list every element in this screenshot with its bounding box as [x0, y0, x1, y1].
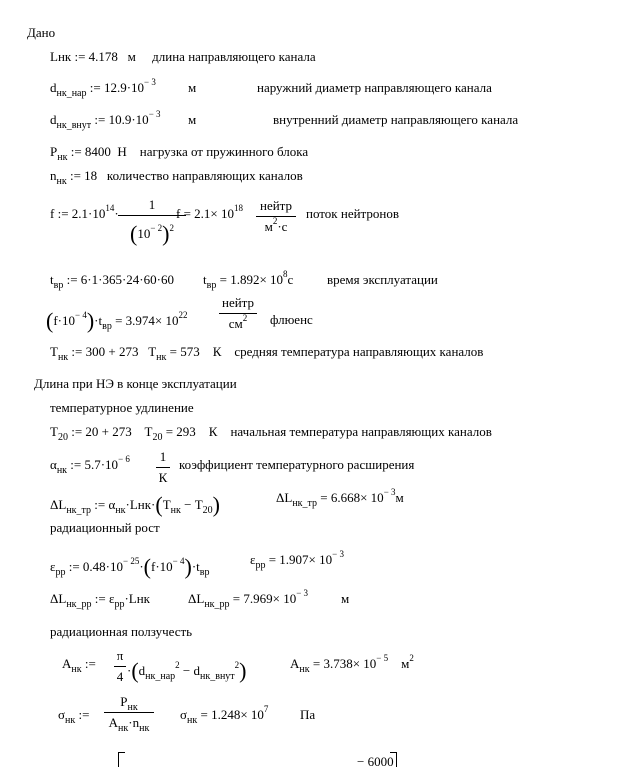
dl-pp-result: $\Delta L_{нк\_рр} = 7.969\times 10^{- 3}$	[188, 588, 309, 610]
area-pi-fraction: π 4	[114, 648, 126, 685]
eps-definition: $\varepsilon_{рр}$ := $0.48\cdot 10^{- 25}\cdot(f\cdot 10^{- 4})\cdot t_{вр}$	[50, 554, 210, 579]
section-title-length: Длина при НЭ в конце эксплуатации	[34, 376, 237, 391]
subsection-radiation-creep: радиационная ползучесть	[50, 624, 193, 639]
flux-fraction: 1 $(10^{- 2})^2$	[118, 197, 186, 244]
eps-result: $\varepsilon_{рр} = 1.907\times 10^{- 3}$	[250, 549, 344, 571]
sigma-unit: Па	[300, 707, 316, 722]
fluence-unit: нейтр $см^2$	[219, 295, 257, 332]
d-vnut-description: внутренний диаметр направляющего канала	[273, 112, 519, 127]
alpha-description: коэффициент температурного расширения	[179, 457, 415, 472]
section-title-given: Дано	[27, 25, 56, 40]
sigma-result: $\sigma_{нк} = 1.248\times 10^7$	[180, 704, 269, 726]
d-nar-description: наружний диаметр направляющего канала	[257, 80, 492, 95]
matrix-cell: − 6000	[357, 754, 394, 769]
t-vr-result: $t_{вр} = 1.892\times 10^8с$	[203, 269, 294, 291]
area-expression: $\cdot(d_{нк\_нар}^2 - d_{нк\_внут}^2)$	[127, 658, 247, 683]
alpha-definition: $\alpha_{нк}$ := $5.7\cdot 10^{- 6}$	[50, 454, 130, 476]
alpha-unit: 1 К	[156, 449, 170, 486]
t-nk-definition: $T_{нк}$ := 300 + 273 $T_{нк} = 573$ К средняя температура направляющих каналов	[50, 344, 484, 363]
d-nar-unit: м	[188, 80, 197, 95]
matrix-left-bracket	[118, 752, 125, 767]
dl-tr-result: $\Delta L_{нк\_тр} = 6.668\times 10^{- 3}м$	[276, 487, 404, 509]
area-result: $A_{нк} = 3.738\times 10^{- 5}$ $м^2$	[290, 653, 414, 675]
fluence-expression: $(f\cdot 10^{- 4})\cdot t_{вр} = 3.974\times 10^{22}$	[46, 308, 188, 333]
subsection-thermal: температурное удлинение	[50, 400, 194, 415]
flux-definition: f := $2.1\cdot 10^{14}\cdot$	[50, 203, 119, 221]
p-nk-definition: $P_{нк}$ := 8400 Н нагрузка от пружинного блока	[50, 144, 309, 163]
n-nk-definition: $n_{нк}$ := 18 количество направляющих каналов	[50, 168, 303, 187]
l-nk-definition: Lнк := 4.178 м длина направляющего канала	[50, 49, 316, 64]
subsection-radiation-growth: радиационный рост	[50, 520, 160, 535]
sigma-fraction: $P_{нк}$ $A_{нк}\cdot n_{нк}$	[104, 694, 154, 731]
flux-result: $f = 2.1\times 10^{18}$	[176, 203, 243, 221]
flux-description: поток нейтронов	[306, 206, 399, 221]
dl-pp-unit: м	[341, 591, 350, 606]
d-vnut-unit: м	[188, 112, 197, 127]
t-20-definition: $T_{20}$ := 20 + 273 $T_{20} = 293$ К начальная температура направляющих каналов	[50, 424, 492, 443]
dl-tr-definition: $\Delta L_{нк\_тр}$ := $\alpha_{нк}\cdot Lнк\cdot(T_{нк} - T_{20})$	[50, 492, 220, 517]
dl-pp-definition: $\Delta L_{нк\_рр}$ := $\varepsilon_{рр}\cdot Lнк$	[50, 591, 150, 610]
fluence-description: флюенс	[270, 312, 313, 327]
flux-unit: нейтр $м^2\cdot с$	[256, 198, 296, 235]
t-vr-description: время эксплуатации	[327, 272, 438, 287]
matrix-right-bracket	[390, 752, 397, 767]
sigma-lhs: $\sigma_{нк}$ :=	[58, 707, 90, 726]
area-lhs: $A_{нк}$ :=	[62, 656, 96, 675]
d-vnut-definition: $d_{нк\_внут}$ := $10.9\cdot 10^{- 3}$	[50, 109, 161, 131]
d-nar-definition: $d_{нк\_нар}$ := $12.9\cdot 10^{- 3}$	[50, 77, 156, 99]
t-vr-definition: $t_{вр}$ := 6·1·365·24·60·60	[50, 272, 174, 291]
